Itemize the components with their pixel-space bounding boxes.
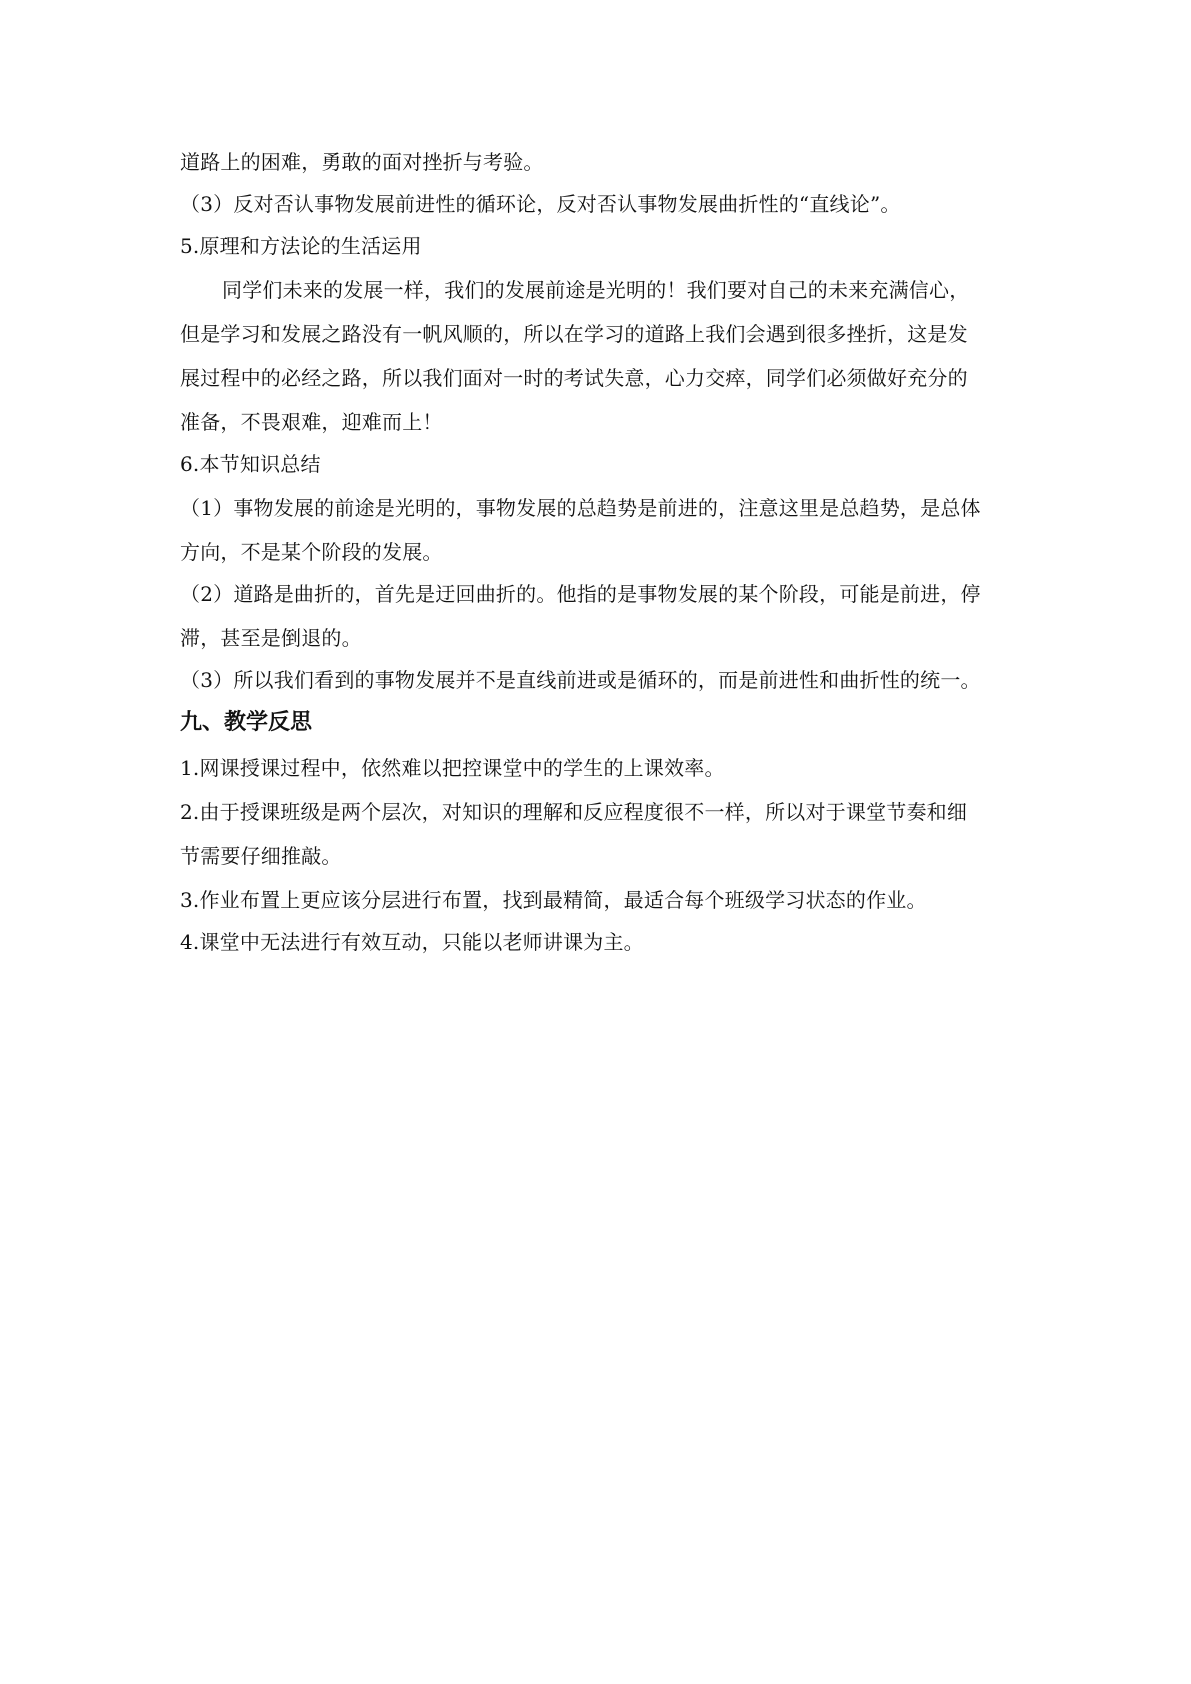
subheading-6: 6.本节知识总结 xyxy=(180,452,321,476)
list-item: 2.由于授课班级是两个层次，对知识的理解和反应程度很不一样，所以对于课堂节奏和细 xyxy=(180,800,968,824)
list-item: （3）所以我们看到的事物发展并不是直线前进或是循环的，而是前进性和曲折性的统一。 xyxy=(180,668,981,692)
subheading-5: 5.原理和方法论的生活运用 xyxy=(180,234,422,258)
section-heading: 九、教学反思 xyxy=(180,710,313,735)
list-item: 节需要仔细推敲。 xyxy=(180,844,342,868)
paragraph-line: 展过程中的必经之路，所以我们面对一时的考试失意，心力交瘁，同学们必须做好充分的 xyxy=(180,366,968,390)
list-item-3: （3）反对否认事物发展前进性的循环论，反对否认事物发展曲折性的“直线论”。 xyxy=(180,192,901,216)
paragraph-line: 准备，不畏艰难，迎难而上！ xyxy=(180,410,443,434)
list-item: （2）道路是曲折的，首先是迂回曲折的。他指的是事物发展的某个阶段，可能是前进，停 xyxy=(180,582,981,606)
list-item: 方向，不是某个阶段的发展。 xyxy=(180,540,443,564)
list-item: （1）事物发展的前途是光明的，事物发展的总趋势是前进的，注意这里是总趋势，是总体 xyxy=(180,496,981,520)
list-item: 4.课堂中无法进行有效互动，只能以老师讲课为主。 xyxy=(180,930,644,954)
list-item: 3.作业布置上更应该分层进行布置，找到最精简，最适合每个班级学习状态的作业。 xyxy=(180,888,927,912)
paragraph-line: 但是学习和发展之路没有一帆风顺的，所以在学习的道路上我们会遇到很多挫折，这是发 xyxy=(180,322,968,346)
paragraph-line: 同学们未来的发展一样，我们的发展前途是光明的！我们要对自己的未来充满信心， xyxy=(222,278,970,302)
list-item: 1.网课授课过程中，依然难以把控课堂中的学生的上课效率。 xyxy=(180,756,725,780)
list-item: 滞，甚至是倒退的。 xyxy=(180,626,362,650)
paragraph-line: 道路上的困难，勇敢的面对挫折与考验。 xyxy=(180,150,544,174)
